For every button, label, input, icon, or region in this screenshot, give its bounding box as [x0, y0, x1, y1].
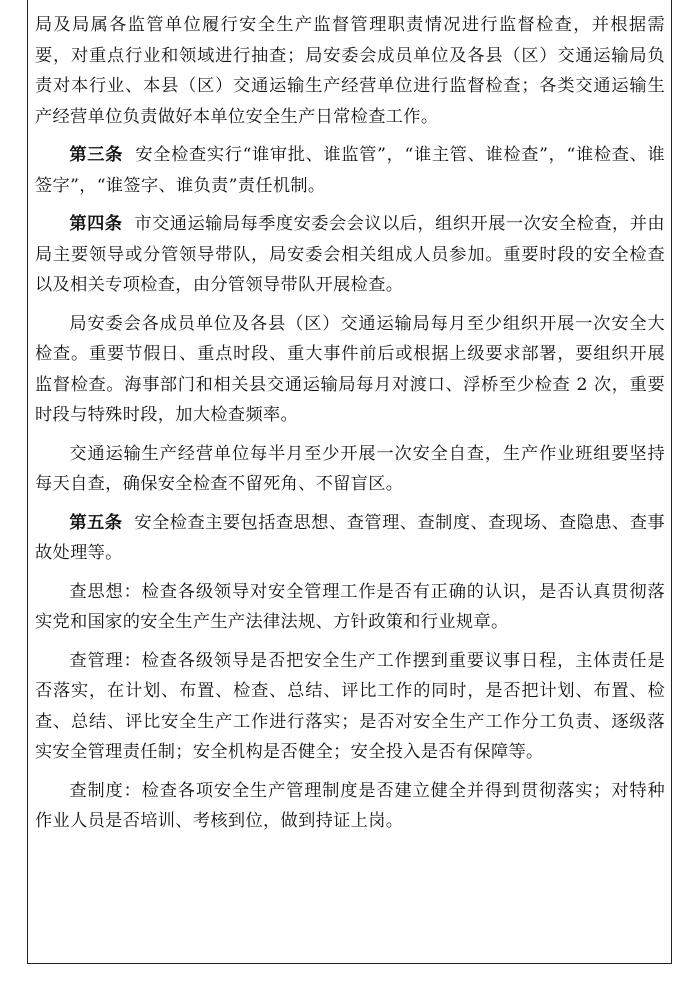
paragraph-text: 查思想：检查各级领导对安全管理工作是否有正确的认识，是否认真贯彻落实党和国家的安全生产生产法律法规、方针政策和行业规章。 — [35, 581, 665, 632]
paragraph-text: 交通运输生产经营单位每半月至少开展一次安全自查，生产作业班组要坚持每天自查，确保安全检查不留死角、不留盲区。 — [35, 443, 665, 494]
article-4-paragraph — [35, 209, 665, 301]
article-3-paragraph — [35, 140, 665, 201]
paragraph-text: 安全检查主要包括查思想、查管理、查制度、查现场、查隐患、查事故处理等。 — [35, 512, 665, 563]
paragraph-text: 局安委会各成员单位及各县（区）交通运输局每月至少组织开展一次安全大检查。重要节假日、重点时段、重大事件前后或根据上级要求部署，要组织开展监督检查。海事部门和相关县交通运输局每月对渡口、浮桥至少检查 2 次，重要时段与特殊时段，加大检查频率。 — [35, 313, 665, 425]
paragraph-text: 查制度：检查各项安全生产管理制度是否建立健全并得到贯彻落实；对特种作业人员是否培训、考核到位，做到持证上岗。 — [35, 780, 665, 831]
article-heading: 第三条 — [69, 145, 124, 165]
paragraph — [35, 309, 665, 431]
document-body — [35, 10, 665, 845]
paragraph-text: 查管理：检查各级领导是否把安全生产工作摆到重要议事日程，主体责任是否落实，在计划、布置、检查、总结、评比工作的同时，是否把计划、布置、检查、总结、评比安全生产工作进行落实；是否对安全生产工作分工负责、逐级落实安全管理责任制；安全机构是否健全；安全投入是否有保障等。 — [35, 650, 665, 762]
article-heading: 第四条 — [69, 214, 123, 234]
article-5-paragraph — [35, 508, 665, 569]
paragraph-text: 局及局属各监管单位履行安全生产监督管理职责情况进行监督检查，并根据需要，对重点行业和领域进行抽查；局安委会成员单位及各县（区）交通运输局负责对本行业、本县（区）交通运输生产经营单位进行监督检查；各类交通运输生产经营单位负责做好本单位安全生产日常检查工作。 — [35, 15, 665, 127]
paragraph — [35, 577, 665, 638]
paragraph — [35, 439, 665, 500]
paragraph — [35, 776, 665, 837]
paragraph-text: 安全检查实行“谁审批、谁监管”，“谁主管、谁检查”，“谁检查、谁签字”，“谁签字、谁负责”责任机制。 — [35, 145, 665, 196]
paragraph-text: 市交通运输局每季度安委会会议以后，组织开展一次安全检查，并由局主要领导或分管领导带队，局安委会相关组成人员参加。重要时段的安全检查以及相关专项检查，由分管领导带队开展检查。 — [35, 214, 665, 295]
article-heading: 第五条 — [69, 512, 123, 533]
paragraph-continuation — [35, 10, 665, 132]
paragraph — [35, 646, 665, 768]
